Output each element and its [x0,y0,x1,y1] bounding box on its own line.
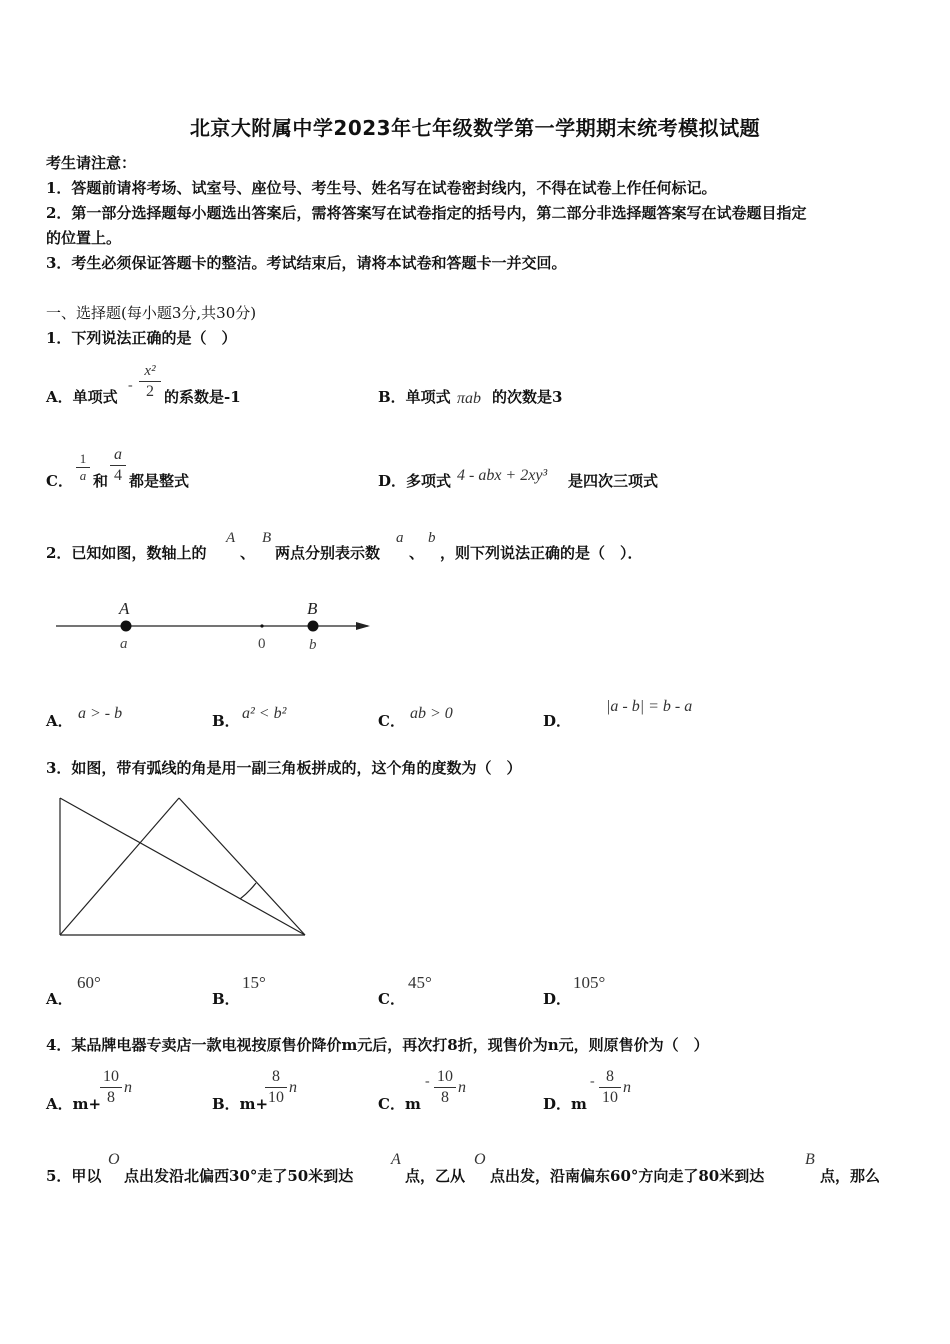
q5-part3: 点，乙从 [405,1167,466,1185]
q2-option-a-label: A． [46,712,73,730]
q1-a-den: 2 [146,383,154,400]
q2-stem-B: B [262,530,272,546]
triangle-right-edge [179,798,305,935]
q3-option-b-label: B． [212,990,240,1008]
q2-stem-part1: 2．已知如图，数轴上的 [46,544,207,562]
q2-option-c-label: C． [378,712,405,730]
q1-c-tail: 都是整式 [129,472,190,490]
q2-stem-sep2: 、 [409,544,425,562]
q2-option-c-expr: ab > 0 [410,705,453,722]
q4-d-neg: - [590,1074,595,1089]
q4-c-fraction [434,1068,456,1107]
point-b-label: B [307,599,318,618]
triangle-hypotenuse-1 [60,798,305,935]
q2-option-a-expr: a > - b [78,705,123,722]
triangle-hypotenuse-2 [60,798,179,935]
triangles-figure [55,793,315,943]
q1-c-f2-num: a [114,446,122,463]
q2-stem-part2: 两点分别表示数 [275,544,381,562]
notice-heading: 考生请注意： [46,154,137,172]
q2-stem-b: b [428,530,436,546]
q1-option-c-label: C． [46,472,73,490]
q4-option-d-label: D．m [543,1095,587,1113]
q3-option-c-value: 45° [408,973,432,992]
angle-arc [240,883,256,899]
q4-a-fraction [100,1068,122,1107]
q1-d-expr: 4 - abx + 2xy³ [457,467,548,484]
q4-d-den: 10 [602,1089,618,1106]
q4-c-neg: - [425,1074,430,1089]
q1-d-tail: 是四次三项式 [568,472,659,490]
q3-stem: 3．如图，带有弧线的角是用一副三角板拼成的，这个角的度数为（ ） [46,759,522,777]
q1-c-fraction-2 [110,446,126,485]
page-title: 北京大附属中学2023年七年级数学第一学期期末统考模拟试题 [189,116,761,140]
q5-point-b: B [805,1151,815,1168]
q5-part2: 点出发沿北偏西30°走了50米到达 [124,1167,354,1185]
q2-stem-a: a [396,530,404,546]
q4-a-den: 8 [107,1089,115,1106]
value-zero-label: 0 [258,636,266,652]
q2-option-b-expr: a² < b² [242,705,287,722]
q1-option-d-label: D．多项式 [378,472,452,490]
value-b-label: b [309,637,317,653]
q1-b-tail: 的次数是3 [492,388,563,406]
q1-c-f2-den: 4 [114,467,122,484]
notice-item-2: 2．第一部分选择题每小题选出答案后，需将答案写在试卷指定的括号内，第二部分非选择题答案写在试卷题目指定 [46,204,807,222]
q5-point-o2: O [474,1151,486,1168]
q2-option-d-label: D． [543,712,572,730]
q4-b-num: 8 [272,1068,280,1085]
point-b-dot [308,621,319,632]
q5-part5: 点，那么 [820,1167,881,1185]
notice-item-2-cont: 的位置上。 [46,229,122,247]
q1-a-fraction [139,362,161,401]
value-a-label: a [120,636,128,652]
q2-stem-A: A [226,530,236,546]
number-line-figure [50,596,380,658]
q4-option-c-label: C．m [378,1095,421,1113]
q1-b-expr: πab [457,390,482,407]
q5-point-a: A [391,1151,401,1168]
q4-b-den: 10 [268,1089,284,1106]
q3-option-d-label: D． [543,990,572,1008]
q4-c-num: 10 [437,1068,453,1085]
q2-stem-sep1: 、 [240,544,256,562]
q5-part1: 5．甲以 [46,1167,102,1185]
q1-a-num: x² [144,363,156,379]
point-a-label: A [119,599,130,618]
q1-option-b-label: B．单项式 [378,388,451,406]
q3-option-a-value: 60° [77,973,101,992]
point-a-dot [121,621,132,632]
q4-c-var: n [458,1079,466,1096]
notice-item-1: 1．答题前请将考场、试室号、座位号、考生号、姓名写在试卷密封线内，不得在试卷上作任何标记。 [46,179,717,197]
q3-option-b-value: 15° [242,973,266,992]
q2-option-d-expr: |a - b| = b - a [606,698,693,715]
q4-a-var: n [124,1079,132,1096]
q1-a-neg: - [128,378,133,393]
q4-b-fraction [265,1068,287,1107]
q3-option-d-value: 105° [573,973,606,992]
q2-stem-part3: ，则下列说法正确的是（ ）． [440,544,643,562]
origin-tick [260,624,263,627]
q4-option-b-label: B．m+ [212,1095,269,1113]
q3-option-a-label: A． [46,990,73,1008]
q4-d-fraction [599,1068,621,1107]
q3-option-c-label: C． [378,990,405,1008]
q1-c-f1-num: 1 [79,451,87,466]
number-line-arrow [356,622,370,630]
q4-option-a-label: A．m+ [46,1095,102,1113]
q5-part4: 点出发，沿南偏东60°方向走了80米到达 [490,1167,765,1185]
q4-b-var: n [289,1079,297,1096]
q4-stem: 4．某品牌电器专卖店一款电视按原售价降价m元后，再次打8折，现售价为n元，则原售价为（ ） [46,1036,709,1054]
notice-item-3: 3．考生必须保证答题卡的整洁。考试结束后，请将本试卷和答题卡一并交回。 [46,254,567,272]
q1-stem: 1．下列说法正确的是（ ） [46,329,237,347]
q1-option-a-label: A．单项式 [46,388,118,406]
q1-c-f1-den: a [79,468,87,483]
q1-c-mid: 和 [93,472,109,490]
section-heading: 一、选择题(每小题3分,共30分) [46,304,257,322]
q4-d-var: n [623,1079,631,1096]
q5-point-o1: O [108,1151,120,1168]
q4-d-num: 8 [606,1068,614,1085]
q1-a-tail: 的系数是-1 [164,388,241,406]
q4-c-den: 8 [441,1089,449,1106]
q4-a-num: 10 [103,1068,119,1085]
q2-option-b-label: B． [212,712,240,730]
q1-c-fraction-1 [76,452,90,483]
